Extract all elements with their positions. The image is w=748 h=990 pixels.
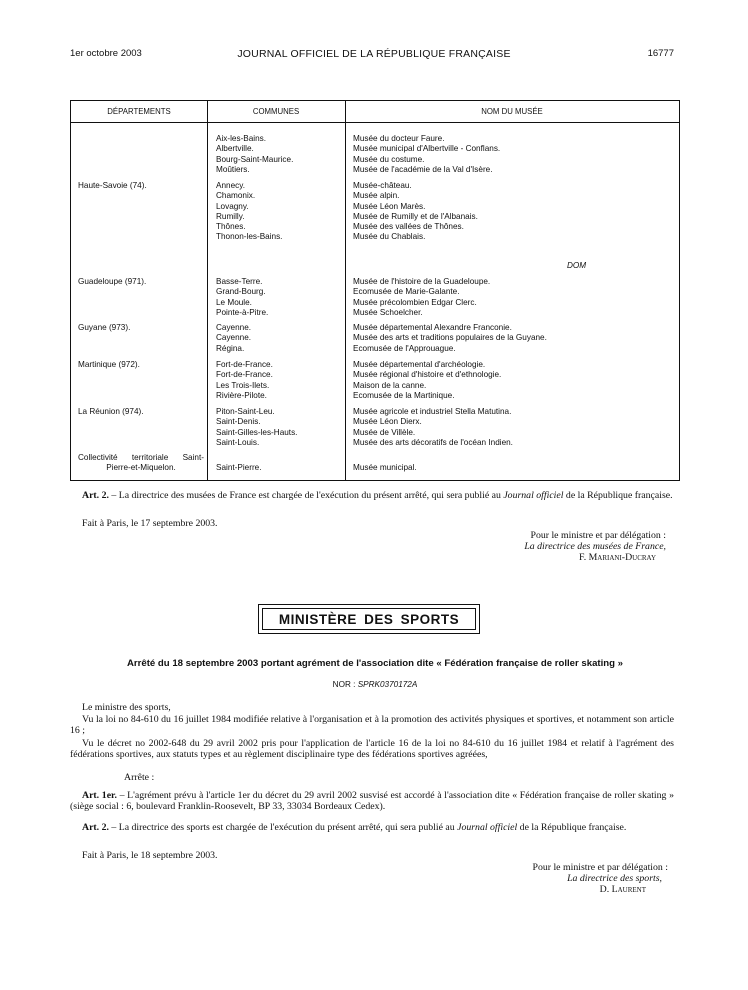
column-divider (345, 101, 346, 480)
sports-article-2: Art. 2. – La directrice des sports est chargée de l'exécution du présent arrêté, qui sera publié au Journal officiel de la République française. (82, 822, 627, 833)
commune: Saint-Louis. (216, 437, 260, 447)
culture-article-2: Art. 2. – La directrice des musées de France est chargée de l'exécution du présent arrêté, qui sera publié au Journal officiel de la République française. (82, 490, 673, 501)
communes-cell (216, 134, 341, 175)
communes-cell (216, 181, 341, 243)
musee: Musée départemental Alexandre Franconie. (353, 323, 512, 332)
section-label-dom-text: DOM (567, 261, 587, 270)
commune: Thônes. (216, 222, 246, 232)
commune: Fort-de-France. (216, 370, 273, 380)
article-label: Art. 2. (82, 822, 109, 833)
commune: Les Trois-Ilets. (216, 380, 270, 390)
journal-officiel-italic: Journal officiel (503, 490, 564, 501)
column-header-musee: NOM DU MUSÉE (345, 101, 679, 123)
musee: Musée des vallées de Thônes. (353, 222, 464, 232)
culture-signature (524, 530, 666, 564)
communes-cell (216, 277, 341, 318)
musee: Musée de Rumilly et de l'Albanais. (353, 211, 478, 221)
signature-role: La directrice des sports, (567, 873, 662, 885)
musee: Musée Léon Marès. (353, 201, 426, 211)
commune: Rumilly. (216, 211, 245, 221)
commune: Lovagny. (216, 201, 249, 211)
commune: Moûtiers. (216, 164, 250, 174)
musees-cell (353, 360, 675, 401)
departement-line: Pierre-et-Miquelon. (106, 463, 176, 473)
musee: Musée des arts et traditions populaires de la Guyane. (353, 333, 547, 343)
commune: Saint-Gilles-les-Hauts. (216, 427, 298, 437)
commune: Cayenne. (216, 333, 252, 343)
musee: Ecomusée de l'Approuague. (353, 343, 456, 353)
musee: Musée alpin. (353, 191, 400, 201)
nor-label: NOR : (332, 680, 358, 689)
musee: Musée du costume. (353, 154, 425, 164)
departement-line: Collectivité territoriale Saint- (78, 453, 204, 462)
commune: Bourg-Saint-Maurice. (216, 154, 294, 164)
departement-cell: Haute-Savoie (74). (78, 181, 147, 190)
sports-article-1: Art. 1er. – L'agrément prévu à l'article 1er du décret du 29 avril 2002 susvisé est accordé à l'association dite « Fédération française de roller skating » (siège social : 6, boulevard Franklin-Roosevelt, BP 33, 33034 Bordeaux Cedex). (70, 790, 674, 813)
header-date: 1er octobre 2003 (70, 48, 142, 59)
commune: Grand-Bourg. (216, 287, 266, 297)
commune: Thonon-les-Bains. (216, 232, 283, 242)
nor-reference (70, 680, 680, 689)
musee: Musée municipal d'Albertville - Conflans. (353, 144, 501, 154)
musee: Musée Schoelcher. (353, 307, 423, 317)
musee: Musée des arts décoratifs de l'océan Indien. (353, 437, 513, 447)
column-divider (207, 101, 208, 480)
journal-officiel-italic: Journal officiel (457, 822, 518, 833)
commune: Pointe-à-Pitre. (216, 307, 269, 317)
ministry-heading-box (258, 604, 480, 634)
musee: Musée du Chablais. (353, 232, 426, 242)
culture-done-at: Fait à Paris, le 17 septembre 2003. (82, 518, 218, 529)
decree-intro: Le ministre des sports, (82, 702, 171, 713)
commune: Basse-Terre. (216, 277, 263, 286)
signature-name: D. Laurent (599, 884, 646, 896)
arrete-label: Arrête : (124, 772, 155, 783)
musee: Ecomusée de Marie-Galante. (353, 287, 460, 297)
departement-cell: Guyane (973). (78, 323, 131, 332)
page-number: 16777 (647, 48, 674, 59)
departement-cell: Martinique (972). (78, 360, 140, 369)
musee: Musée de Villèle. (353, 427, 416, 437)
musee: Musée départemental d'archéologie. (353, 360, 486, 369)
musee: Musée de l'académie de la Val d'Isère. (353, 164, 493, 174)
musee: Ecomusée de la Martinique. (353, 390, 455, 400)
commune: Cayenne. (216, 323, 252, 332)
commune: Chamonix. (216, 191, 256, 201)
article-label: Art. 2. (82, 490, 109, 501)
commune: Fort-de-France. (216, 360, 273, 369)
musee: Musée Léon Dierx. (353, 417, 422, 427)
communes-cell (216, 360, 341, 401)
departement-cell: Guadeloupe (971). (78, 277, 147, 286)
musee: Musée agricole et industriel Stella Matutina. (353, 407, 512, 416)
vu-decret: Vu le décret no 2002-648 du 29 avril 2002 pris pour l'application de l'article 16 de la loi no 84-610 du 16 juillet 1984 et relatif à l'agrément des fédérations sportives, aux statuts types et au règlement disciplinaire type des fédérations sportives agréées, (70, 738, 674, 761)
signature-role: La directrice des musées de France, (524, 541, 666, 553)
vu-loi: Vu la loi no 84-610 du 16 juillet 1984 modifiée relative à l'organisation et à la promotion des activités physiques et sportives, et notamment son article 16 ; (70, 714, 674, 737)
departement-cell (78, 453, 204, 474)
musee: Musée municipal. (353, 463, 417, 472)
decree-title: Arrêté du 18 septembre 2003 portant agrément de l'association dite « Fédération française de roller skating » (127, 658, 623, 669)
commune: Saint-Denis. (216, 417, 261, 427)
musees-cell (353, 407, 675, 448)
nor-code: SPRK0370172A (357, 680, 418, 689)
signature-name: F. Mariani-Ducray (579, 552, 656, 564)
communes-cell (216, 407, 341, 448)
communes-cell (216, 463, 341, 473)
departement-cell: La Réunion (974). (78, 407, 144, 416)
musees-cell (353, 323, 675, 354)
sports-done-at: Fait à Paris, le 18 septembre 2003. (82, 850, 218, 861)
commune: Aix-les-Bains. (216, 134, 267, 143)
signature-line: Pour le ministre et par délégation : (532, 862, 668, 873)
commune: Le Moule. (216, 297, 252, 307)
commune: Rivière-Pilote. (216, 390, 267, 400)
musees-cell (353, 134, 675, 175)
ministry-heading: MINISTÈRE DES SPORTS (262, 608, 476, 630)
commune: Saint-Pierre. (216, 463, 262, 472)
musee: Musée régional d'histoire et d'ethnologie. (353, 370, 502, 380)
sports-signature (533, 862, 669, 896)
musees-cell (353, 277, 675, 318)
commune: Annecy. (216, 181, 245, 190)
commune: Albertville. (216, 144, 254, 154)
communes-cell (216, 323, 341, 354)
column-header-departements: DÉPARTEMENTS (71, 101, 207, 123)
musees-cell (353, 181, 675, 243)
column-header-communes: COMMUNES (207, 101, 345, 123)
musee: Maison de la canne. (353, 380, 427, 390)
musee: Musée de l'histoire de la Guadeloupe. (353, 277, 491, 286)
musee: Musée-château. (353, 181, 412, 190)
signature-line: Pour le ministre et par délégation : (530, 530, 666, 541)
musee: Musée du docteur Faure. (353, 134, 445, 143)
commune: Piton-Saint-Leu. (216, 407, 275, 416)
article-label: Art. 1er. (82, 790, 117, 801)
museum-table (70, 100, 680, 481)
musee: Musée précolombien Edgar Clerc. (353, 297, 477, 307)
musees-cell (353, 463, 675, 473)
commune: Régina. (216, 343, 245, 353)
journal-title: JOURNAL OFFICIEL DE LA RÉPUBLIQUE FRANÇAISE (237, 48, 511, 60)
